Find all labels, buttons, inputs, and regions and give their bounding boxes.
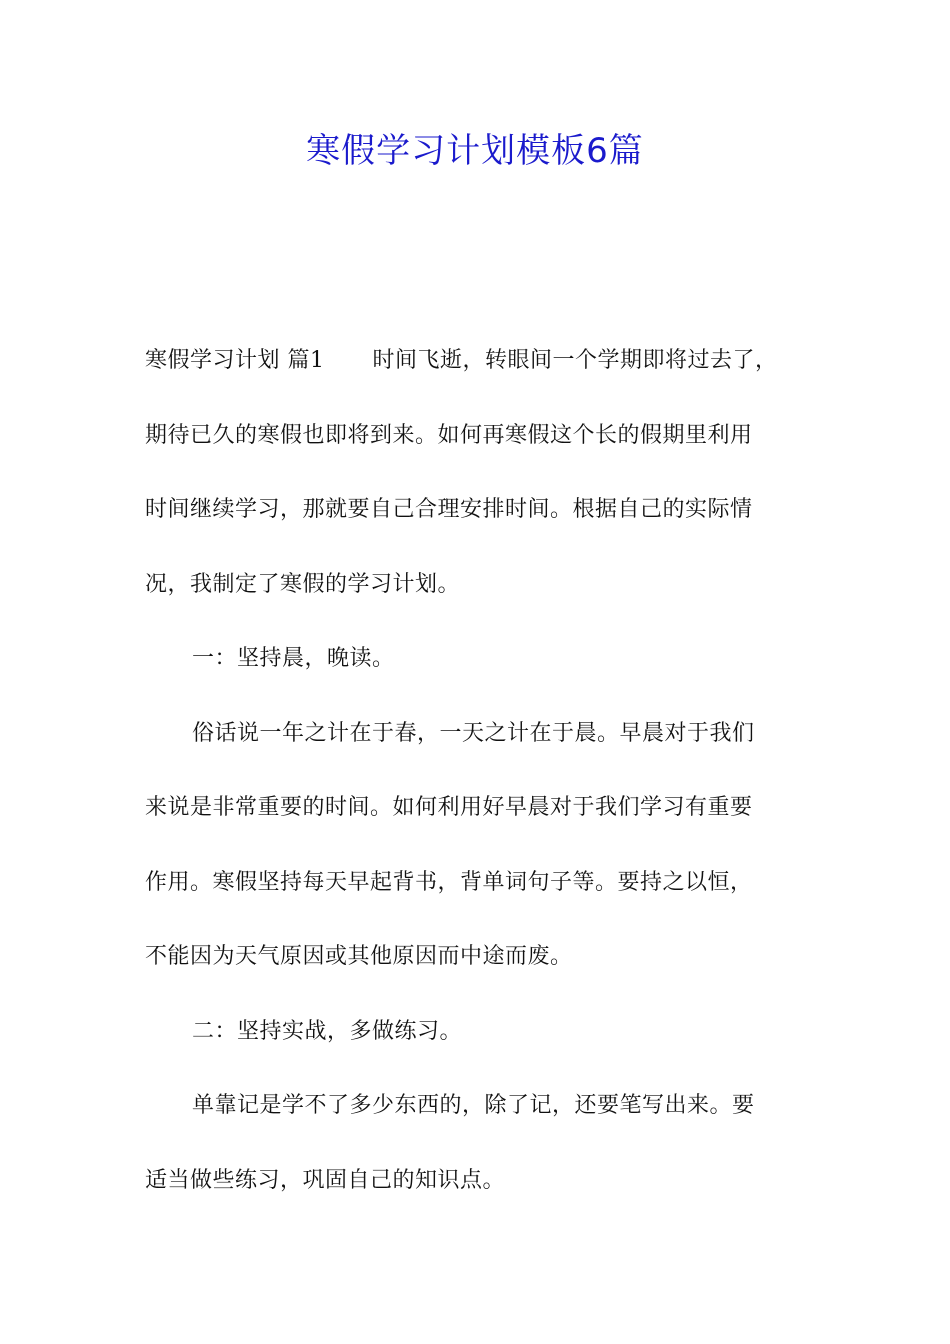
document-body <box>145 340 825 1234</box>
paragraph-line: 俗话说一年之计在于春，一天之计在于晨。早晨对于我们 <box>192 720 755 746</box>
section-heading: 一：坚持晨，晚读。 <box>192 646 395 671</box>
section-heading: 二：坚持实战，多做练习。 <box>192 1018 463 1044</box>
paragraph-line: 时间继续学习，那就要自己合理安排时间。根据自己的实际情 <box>145 497 753 522</box>
paragraph-line: 不能因为天气原因或其他原因而中途而废。 <box>145 944 573 969</box>
document-title: 寒假学习计划模板6篇 <box>306 131 644 171</box>
paragraph-line: 适当做些练习，巩固自己的知识点。 <box>145 1167 506 1193</box>
paragraph-line: 单靠记是学不了多少东西的，除了记，还要笔写出来。要 <box>192 1093 755 1118</box>
paragraph-line: 来说是非常重要的时间。如何利用好早晨对于我们学习有重要 <box>145 795 753 820</box>
paragraph-line: 期待已久的寒假也即将到来。如何再寒假这个长的假期里利用 <box>145 422 753 448</box>
section-label: 寒假学习计划 篇1 <box>145 348 325 373</box>
paragraph-line: 作用。寒假坚持每天早起背书，背单词句子等。要持之以恒， <box>145 869 753 895</box>
paragraph-line <box>145 340 825 415</box>
paragraph-text: 时间飞逝，转眼间一个学期即将过去了， <box>372 348 778 373</box>
paragraph-line: 况，我制定了寒假的学习计划。 <box>145 571 461 597</box>
